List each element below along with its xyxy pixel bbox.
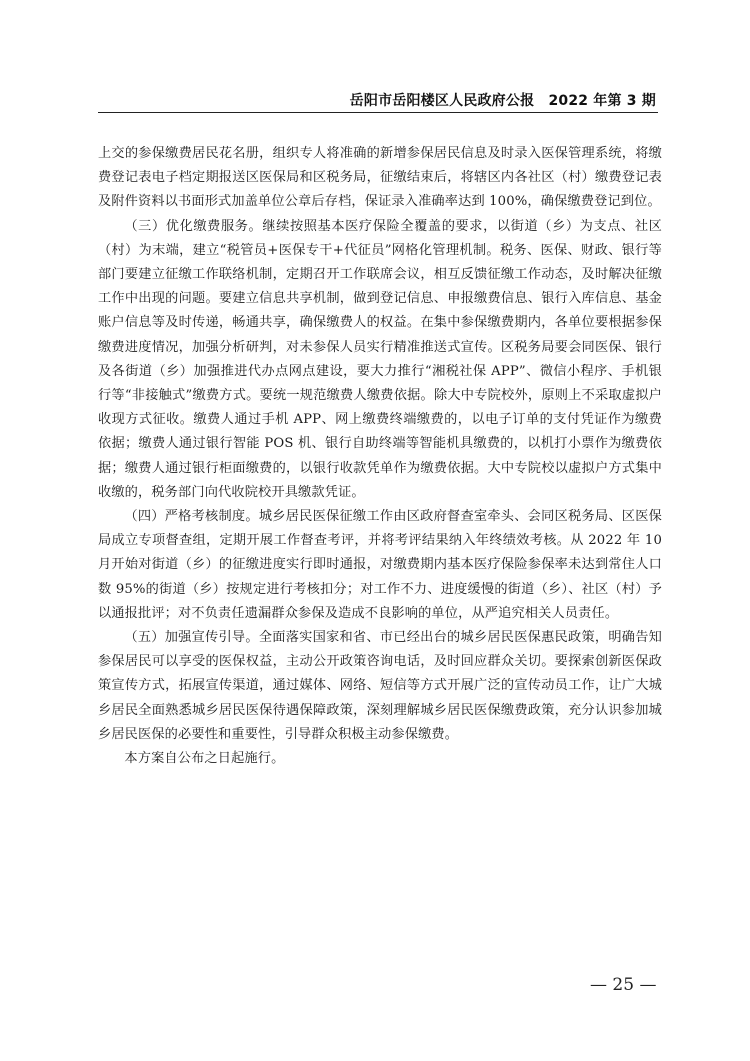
paragraph-strict-assessment: （四）严格考核制度。城乡居民医保征缴工作由区政府督查室牵头、会同区税务局、区医保局成立专项督查组，定期开展工作督查考评，并将考评结果纳入年终绩效考核。从 2022 年 10 月开始对街道（乡）的征缴进度实行即时通报，对缴费期内基本医疗保险参保率未达到常住人口数 95%的街道（乡）按规定进行考核扣分；对工作不力、进度缓慢的街道（乡）、社区（村）予以通报批评；对不负责任遗漏群众参保及造成不良影响的单位，从严追究相关人员责任。 [98,509,662,621]
paragraph-continuation: 上交的参保缴费居民花名册，组织专人将准确的新增参保居民信息及时录入医保管理系统，将缴费登记表电子档定期报送区医保局和区税务局，征缴结束后，将辖区内各社区（村）缴费登记表及附件资料以书面形式加盖单位公章后存档，保证录入准确率达到 100%，确保缴费登记到位。 [98,146,662,210]
document-body [98,142,662,771]
header-title: 岳阳市岳阳楼区人民政府公报 2022 年第 3 期 [349,93,656,109]
page-number: — 25 — [590,975,657,995]
paragraph-publicity-guidance: （五）加强宣传引导。全面落实国家和省、市已经出台的城乡居民医保惠民政策，明确告知参保居民可以享受的医保权益，主动公开政策咨询电话，及时回应群众关切。要探索创新医保政策宣传方式，拓展宣传渠道，通过媒体、网络、短信等方式开展广泛的宣传动员工作，让广大城乡居民全面熟悉城乡居民医保待遇保障政策，深刻理解城乡居民医保缴费政策，充分认识参加城乡居民医保的必要性和重要性，引导群众积极主动参保缴费。 [98,630,662,742]
paragraph-optimize-payment-service: （三）优化缴费服务。继续按照基本医疗保险全覆盖的要求，以街道（乡）为支点、社区（村）为末端，建立“税管员+医保专干+代征员”网格化管理机制。税务、医保、财政、银行等部门要建立征缴工作联络机制，定期召开工作联席会议，相互反馈征缴工作动态，及时解决征缴工作中出现的问题。要建立信息共享机制，做到登记信息、申报缴费信息、银行入库信息、基金账户信息等及时传递，畅通共享，确保缴费人的权益。在集中参保缴费期内，各单位要根据参保缴费进度情况，加强分析研判，对未参保人员实行精准推送式宣传。区税务局要会同医保、银行及各街道（乡）加强推进代办点网点建设，要大力推行“湘税社保 APP”、微信小程序、手机银行等“非接触式”缴费方式。要统一规范缴费人缴费依据。除大中专院校外，原则上不采取虚拟户收现方式征收。缴费人通过手机 APP、网上缴费终端缴费的，以电子订单的支付凭证作为缴费依据；缴费人通过银行智能 POS 机、银行自助终端等智能机具缴费的，以机打小票作为缴费依据；缴费人通过银行柜面缴费的，以银行收款凭单作为缴费依据。大中专院校以虚拟户方式集中收缴的，税务部门向代收院校开具缴款凭证。 [98,218,662,500]
page-header [98,90,658,113]
paragraph-effective-date: 本方案自公布之日起施行。 [124,751,285,767]
